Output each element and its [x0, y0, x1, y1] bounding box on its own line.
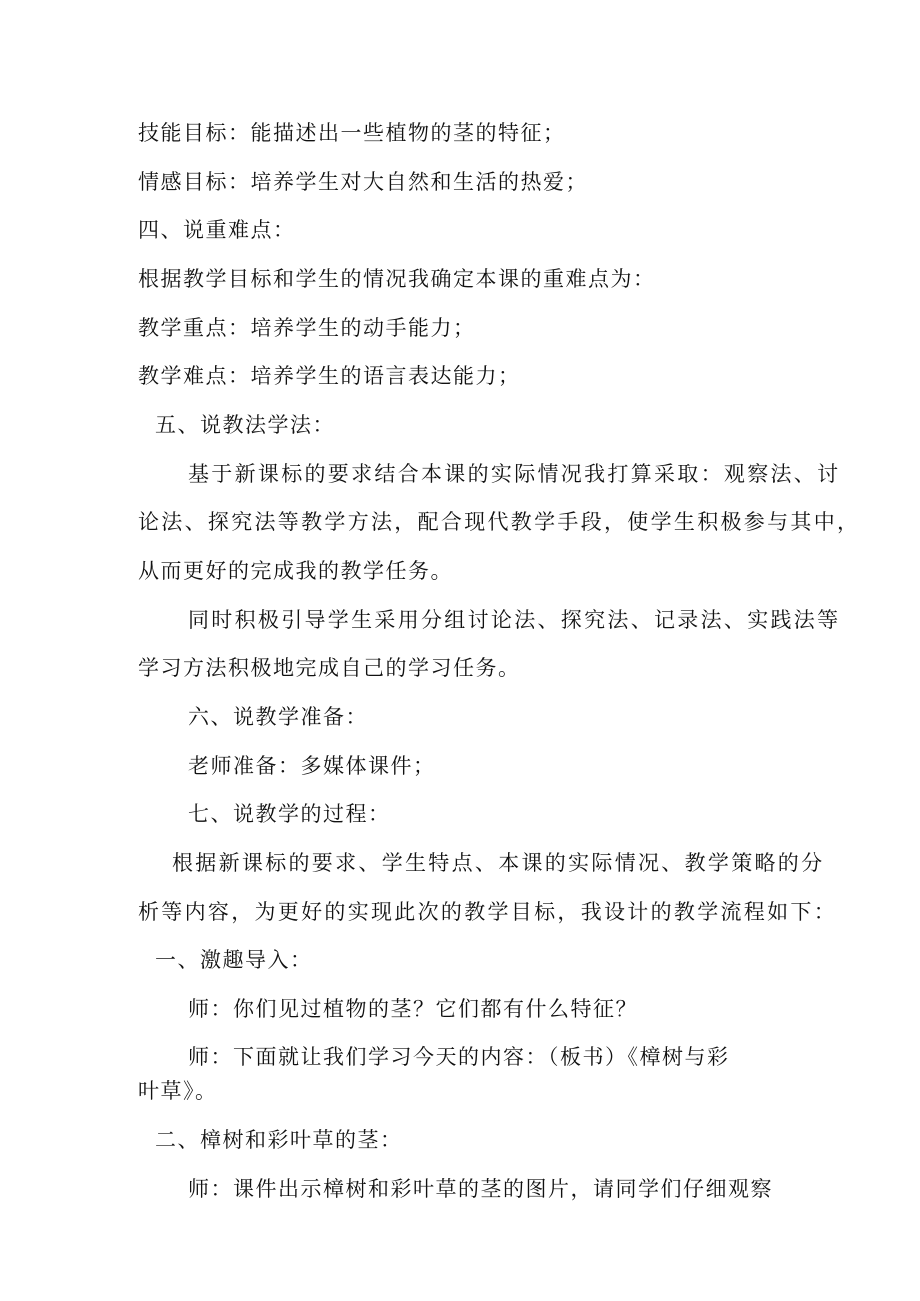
section-heading-preparation: 六、说教学准备：: [188, 705, 368, 729]
teaching-difficulty-line: 教学难点：培养学生的语言表达能力；: [138, 364, 521, 388]
learning-methods-line-2: 学习方法积极地完成自己的学习任务。: [138, 656, 521, 680]
process-paragraph-line-1: 根据新课标的要求、学生特点、本课的实际情况、教学策略的分: [172, 851, 825, 875]
methods-paragraph-line-2: 论法、探究法等教学方法，配合现代教学手段，使学生积极参与其中，: [138, 510, 861, 534]
teacher-question-line: 师：你们见过植物的茎？它们都有什么特征？: [188, 997, 638, 1021]
teaching-key-point-line: 教学重点：培养学生的动手能力；: [138, 316, 476, 340]
teacher-courseware-line: 师：课件出示樟树和彩叶草的茎的图片，请同学们仔细观察: [188, 1177, 773, 1201]
section-heading-methods: 五、说教法学法：: [155, 413, 335, 437]
process-paragraph-line-2: 析等内容，为更好的实现此次的教学目标，我设计的教学流程如下：: [138, 900, 837, 924]
teacher-board-line: 师：下面就让我们学习今天的内容：（板书）《樟树与彩: [188, 1045, 730, 1069]
methods-paragraph-line-3: 从而更好的完成我的教学任务。: [138, 559, 453, 583]
section-heading-key-difficulties: 四、说重难点：: [138, 218, 296, 242]
key-difficulties-intro-line: 根据教学目标和学生的情况我确定本课的重难点为：: [138, 267, 656, 291]
step-heading-stems: 二、樟树和彩叶草的茎：: [155, 1128, 403, 1152]
step-heading-introduction: 一、激趣导入：: [155, 948, 313, 972]
methods-paragraph-line-1: 基于新课标的要求结合本课的实际情况我打算采取：观察法、讨: [188, 462, 841, 486]
teacher-preparation-line: 老师准备：多媒体课件；: [188, 754, 436, 778]
teacher-board-line-continued: 叶草》。: [138, 1079, 218, 1103]
section-heading-process: 七、说教学的过程：: [188, 802, 391, 826]
emotion-goal-line: 情感目标：培养学生对大自然和生活的热爱；: [138, 170, 588, 194]
skill-goal-line: 技能目标：能描述出一些植物的茎的特征；: [138, 121, 566, 145]
learning-methods-line-1: 同时积极引导学生采用分组讨论法、探究法、记录法、实践法等: [188, 608, 841, 632]
